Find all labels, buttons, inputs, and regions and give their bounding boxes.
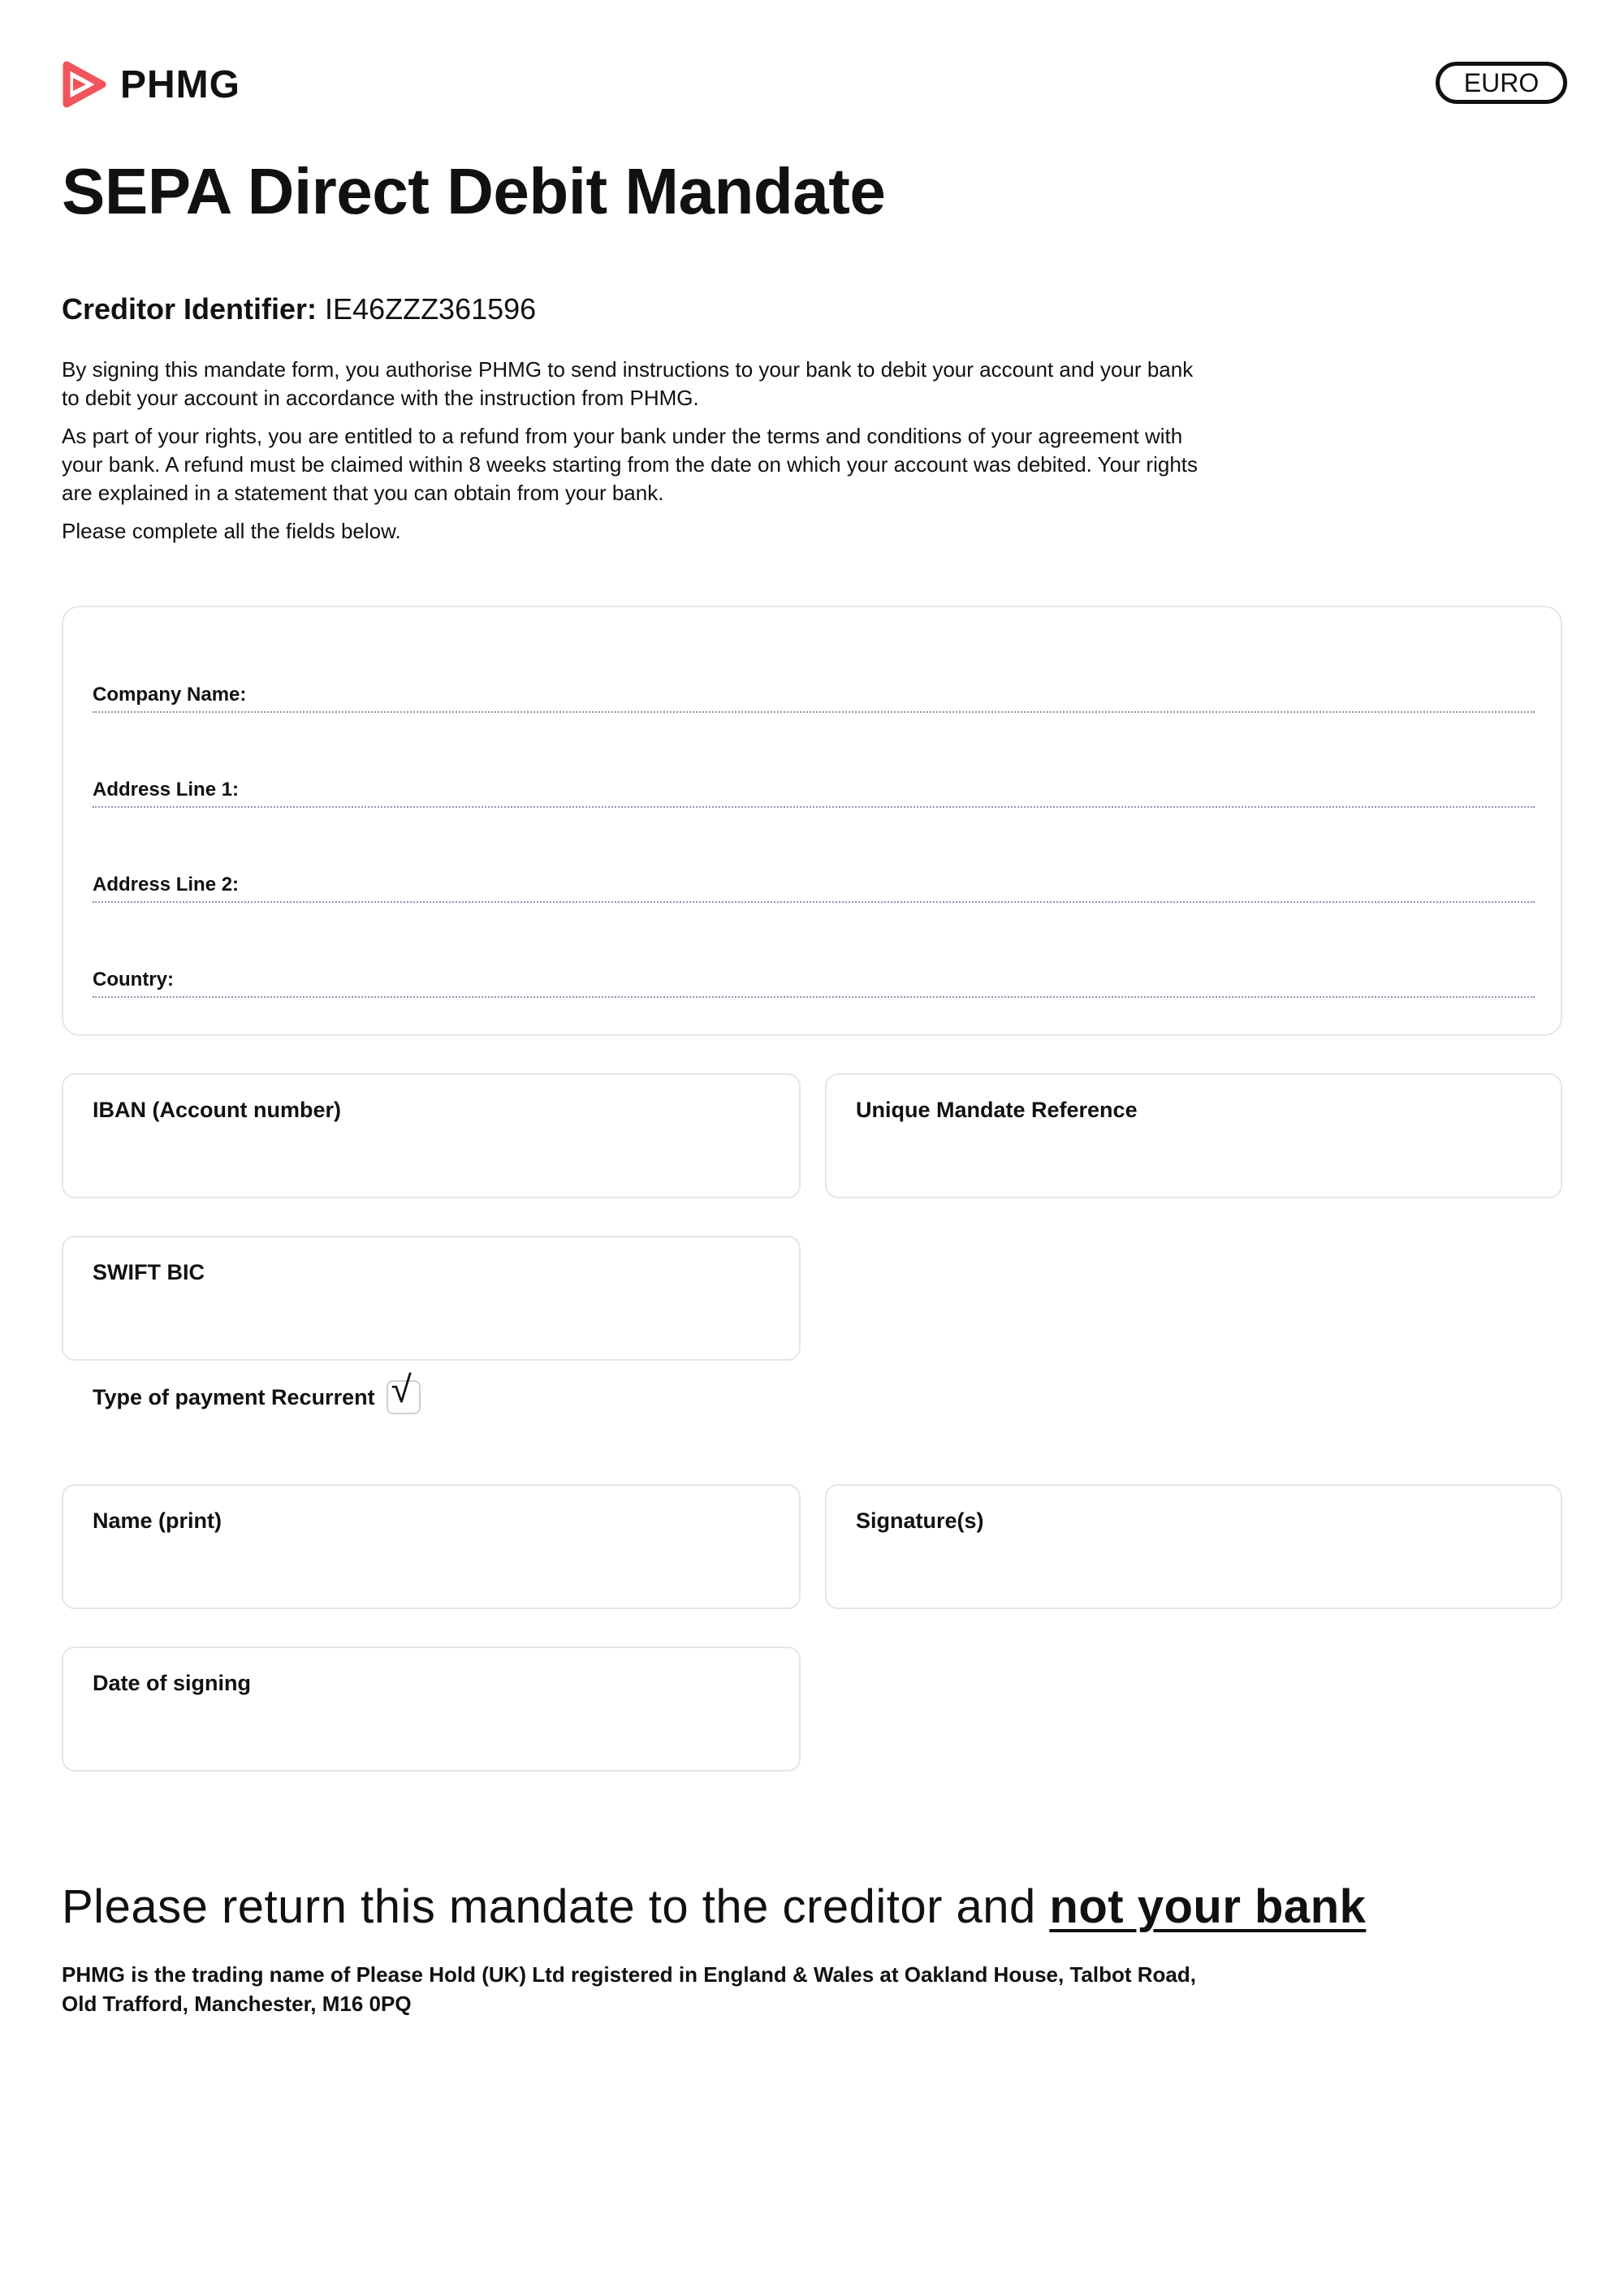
date-of-signing-label: Date of signing	[93, 1671, 251, 1695]
name-print-field[interactable]	[62, 1484, 801, 1609]
address-line-2-field[interactable]	[93, 870, 1535, 903]
currency-badge: EURO	[1436, 62, 1567, 104]
page-title: SEPA Direct Debit Mandate	[62, 155, 886, 227]
recurrent-checkbox[interactable]	[387, 1368, 421, 1414]
brand-logo	[62, 60, 240, 109]
brand-name: PHMG	[120, 63, 240, 106]
return-notice-emphasis: not your bank	[1049, 1880, 1367, 1933]
payment-type-label: Type of payment Recurrent	[93, 1384, 375, 1409]
check-icon: √	[391, 1368, 412, 1410]
signature-label: Signature(s)	[856, 1508, 984, 1533]
swift-bic-label: SWIFT BIC	[93, 1260, 205, 1284]
swift-bic-field[interactable]	[62, 1236, 801, 1361]
address-section	[62, 606, 1562, 1036]
rights-paragraph: As part of your rights, you are entitled to a refund from your bank under the terms and conditions of your agreement with your bank. A refund must be claimed within 8 weeks starting from the date on which your account was debited. Your rights are explained in a statement that you can obtain from your bank.	[62, 424, 1198, 505]
return-notice	[62, 1880, 1366, 1934]
creditor-value: IE46ZZZ361596	[325, 292, 537, 326]
legal-footer: PHMG is the trading name of Please Hold (UK) Ltd registered in England & Wales at Oakland House, Talbot Road, Old Trafford, Manchester, M16 0PQ	[62, 1962, 1196, 2016]
iban-label: IBAN (Account number)	[93, 1098, 341, 1122]
signature-field[interactable]	[825, 1484, 1562, 1609]
creditor-identifier	[62, 292, 536, 326]
company-name-label: Company Name:	[93, 684, 247, 706]
country-field[interactable]	[93, 965, 1535, 998]
mandate-reference-field[interactable]	[825, 1073, 1562, 1198]
date-of-signing-field[interactable]	[62, 1646, 801, 1772]
creditor-label: Creditor Identifier:	[62, 292, 317, 326]
mandate-reference-label: Unique Mandate Reference	[856, 1098, 1138, 1122]
iban-field[interactable]	[62, 1073, 801, 1198]
play-triangle-icon	[62, 60, 107, 109]
payment-type	[93, 1368, 421, 1414]
address-line-2-label: Address Line 2:	[93, 874, 240, 896]
instruction-paragraph: Please complete all the fields below.	[62, 519, 401, 543]
address-line-1-field[interactable]	[93, 775, 1535, 808]
name-print-label: Name (print)	[93, 1508, 222, 1533]
authorisation-paragraph: By signing this mandate form, you authorise PHMG to send instructions to your bank to debit your account and your bank to debit your account in accordance with the instruction from PHMG.	[62, 357, 1194, 410]
company-name-field[interactable]	[93, 680, 1535, 713]
address-line-1-label: Address Line 1:	[93, 779, 240, 801]
return-notice-text: Please return this mandate to the creditor and	[62, 1880, 1050, 1933]
country-label: Country:	[93, 969, 174, 990]
